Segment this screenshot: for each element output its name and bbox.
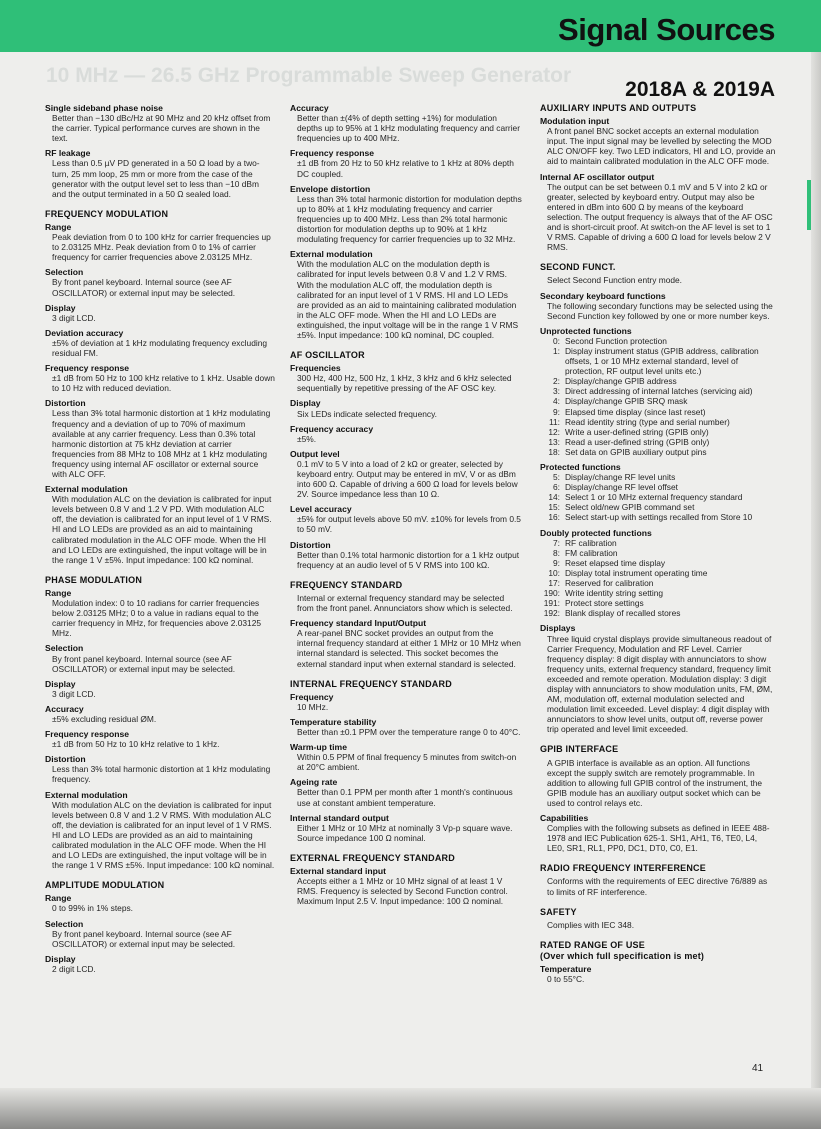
spec-title: External standard input <box>290 866 386 876</box>
spec-title: Secondary keyboard functions <box>540 290 666 301</box>
section-heading: RADIO FREQUENCY INTERFERENCE <box>540 863 706 874</box>
spec-title: Temperature <box>540 964 592 975</box>
function-number: 2: <box>553 376 560 387</box>
spec-title: Frequency response <box>290 148 375 159</box>
spec-body: The following secondary functions may be selected using the Second Function key followed by one or more number keys. <box>547 300 773 321</box>
section-heading: GPIB INTERFACE <box>540 744 619 755</box>
spec-body: With modulation ALC on the deviation is calibrated for input levels between 0.8 V and 1.2 V RMS. With modulation ALC off, the deviation is calibrated for an input level of 1 V RMS. HI and LO LEDs are provided as an aid to maintaining calibrated modulation in the ALC OFF mode. When the HI and LO LEDs are extinguished, the input voltage will be in the range 1 V RMS ±5%. Input impedance: 100 kΩ nominal. <box>52 799 275 871</box>
spec-body: Less than 3% total harmonic distortion at 1 kHz modulating frequency and a deviation of up to 70% of maximum available at any carrier frequency. Less than 0.3% total harmonic distortion at 75 kHz deviation at carrier frequencies from 88 MHz to 108 MHz at 1 kHz modulating frequency using internal AF oscillator or external source with ALC OFF. <box>52 408 271 479</box>
function-label: Display/change RF level units <box>565 472 676 483</box>
spec-item <box>290 504 522 534</box>
spec-body: Either 1 MHz or 10 MHz at nominally 3 Vp-p square wave. Source impedance 100 Ω nominal. <box>297 822 513 843</box>
spec-body: A rear-panel BNC socket provides an output from the internal frequency standard at either 1 MHz or 10 MHz when internal standard is selected. This socket becomes the external standard input when external standard is selected. <box>297 628 521 669</box>
spec-title: Output level <box>290 448 340 459</box>
spec-title: Level accuracy <box>290 504 352 515</box>
spec-body: 0 to 55°C. <box>547 974 585 985</box>
spec-body: Complies with the following subsets as defined in IEEE 488-1978 and IEC Publication 625-1. SH1, AH1, T6, TE0, L4, LE0, SR1, RL1, PP0, DC1, DT0, C0, E1. <box>547 823 770 854</box>
function-label: Write identity string setting <box>565 588 664 599</box>
function-number: 7: <box>553 537 560 548</box>
spec-title: Display <box>290 398 321 409</box>
spec-item <box>290 184 522 245</box>
spec-text <box>540 920 776 930</box>
spec-title: External modulation <box>290 249 373 260</box>
spec-item <box>540 623 776 734</box>
spec-item <box>45 222 275 262</box>
section-heading: AMPLITUDE MODULATION <box>45 880 165 891</box>
spec-body: ±5% of deviation at 1 kHz modulating frequency excluding residual FM. <box>52 337 268 358</box>
spec-item <box>290 866 522 906</box>
spec-title: Selection <box>45 267 84 278</box>
page-number: 41 <box>752 1063 764 1074</box>
spec-title: Accuracy <box>290 103 329 113</box>
spec-title: Display <box>45 953 76 964</box>
column-left <box>45 103 275 979</box>
spec-item <box>45 267 275 297</box>
function-number: 14: <box>548 492 560 503</box>
function-number: 192: <box>543 608 560 619</box>
function-row <box>540 427 776 437</box>
spec-title: Warm-up time <box>290 742 347 753</box>
spec-title: Temperature stability <box>290 716 377 727</box>
function-list <box>540 528 776 619</box>
spec-item <box>290 777 522 807</box>
spec-title: Frequency <box>290 691 334 702</box>
spec-body: ±5% for output levels above 50 mV. ±10% for levels from 0.5 to 50 mV. <box>297 514 521 535</box>
section-heading: INTERNAL FREQUENCY STANDARD <box>290 678 452 689</box>
function-row <box>540 558 776 568</box>
spec-item <box>45 588 275 638</box>
function-number: 5: <box>553 472 560 483</box>
spec-text <box>540 275 776 285</box>
spec-body: Select Second Function entry mode. <box>547 275 683 286</box>
spec-item <box>290 742 522 772</box>
section-heading: FREQUENCY MODULATION <box>45 208 169 219</box>
function-row <box>540 578 776 588</box>
spec-item <box>45 754 275 784</box>
spec-body: A GPIB interface is available as an option. All functions except the supply switch are remotely programmable. In addition to allowing full GPIB control of the instrument, the GPIB module has an auxiliary output socket which can be used to control relays etc. <box>547 757 763 808</box>
function-row <box>540 492 776 502</box>
spec-body: Better than 0.1 PPM per month after 1 month's continuous use at constant ambient temperature. <box>297 787 513 808</box>
spec-title: Range <box>45 893 72 904</box>
function-label: FM calibration <box>565 547 618 558</box>
function-number: 9: <box>553 557 560 568</box>
function-row <box>540 472 776 482</box>
spec-body: Six LEDs indicate selected frequency. <box>297 408 437 419</box>
spec-title: Distortion <box>290 539 331 550</box>
spec-item <box>45 363 275 393</box>
section-title: Signal Sources <box>558 12 775 47</box>
spec-item <box>45 398 275 479</box>
function-row <box>540 568 776 578</box>
function-label: Direct addressing of internal latches (servicing aid) <box>565 386 753 397</box>
function-label: Write a user-defined string (GPIB only) <box>565 426 709 437</box>
function-number: 6: <box>553 482 560 493</box>
spec-body: The output can be set between 0.1 mV and 5 V into 2 kΩ or greater, selected by keyboard entry. Output may also be entered in dBm into 600 Ω by means of the keyboard selection. The output frequency is always that of the AF OSC and is short-circuit proof. At switch-on the AF level is set to 1 V RMS. Capable of driving a 600 Ω load for levels below 2 V RMS. <box>547 181 773 253</box>
function-list <box>540 326 776 457</box>
section-heading: AF OSCILLATOR <box>290 350 365 361</box>
function-number: 18: <box>548 446 560 457</box>
spec-body: With modulation ALC on the deviation is calibrated for input levels between 0.8 V and 1.2 V PD. With modulation ALC off, the deviation is calibrated for an input level of 1 V RMS. HI and LO LEDs are provided as an aid to maintaining calibrated modulation in the ALC OFF mode. When the HI and LO LEDs are extinguished, the input voltage will be in the range 1 V ±5%. Input impedance: 100 kΩ nominal. <box>52 494 272 565</box>
spec-item <box>290 618 522 668</box>
spec-body: Within 0.5 PPM of final frequency 5 minutes from switch-on at 20°C ambient. <box>297 752 517 773</box>
spec-body: 2 digit LCD. <box>52 963 96 974</box>
spec-item <box>45 484 275 565</box>
function-label: Select start-up with settings recalled from Store 10 <box>565 512 753 523</box>
spec-title: Selection <box>45 918 84 929</box>
spec-item <box>290 717 522 737</box>
spec-title: Distortion <box>45 754 86 765</box>
spec-body: With the modulation ALC on the modulation depth is calibrated for input levels between 0.8 V and 1.2 V RMS. With the modulation ALC off, the modulation depth is calibrated for an input level of 1 V RMS. HI and LO LEDs are provided as an aid to maintaining calibrated modulation in the ALC OFF mode. When the HI and LO LEDs are extinguished, the input voltage will be in the range 1 V RMS ±5%. Input impedance: 100 kΩ nominal, DC coupled. <box>297 259 519 340</box>
function-number: 8: <box>553 547 560 558</box>
spec-body: ±1 dB from 20 Hz to 50 kHz relative to 1 kHz at 80% depth DC coupled. <box>297 158 514 179</box>
spec-item <box>45 643 275 673</box>
spec-body: ±1 dB from 50 Hz to 100 kHz relative to 1 kHz. Usable down to 10 Hz with reduced deviation. <box>52 373 275 394</box>
spec-item <box>45 790 275 871</box>
page-edge-shadow <box>811 52 821 1112</box>
spec-title: Range <box>45 587 72 598</box>
spec-item <box>45 729 275 749</box>
spec-body: Better than 0.1% total harmonic distortion for a 1 kHz output frequency at an audio level of 5 V RMS into 100 kΩ. <box>297 549 520 570</box>
spec-body: 0.1 mV to 5 V into a load of 2 kΩ or greater, selected by keyboard entry. Output may be entered in mV, V or as dBm into 600 Ω. Capable of driving a 600 Ω load for levels below 2V. Source impedance less than 10 Ω. <box>297 458 518 500</box>
spec-body: Accepts either a 1 MHz or 10 MHz signal of at least 1 V RMS. Frequency is selected by Second Function control. Maximum Input 2.5 V. Input impedance: 100 Ω nominal. <box>297 876 508 907</box>
spec-item <box>45 103 275 143</box>
column-middle <box>290 103 522 911</box>
section-heading: AUXILIARY INPUTS AND OUTPUTS <box>540 103 697 113</box>
spec-body: Less than 3% total harmonic distortion at 1 kHz modulating frequency. <box>52 764 271 785</box>
section-heading: PHASE MODULATION <box>45 574 143 585</box>
function-number: 190: <box>543 588 560 599</box>
spec-body: Three liquid crystal displays provide simultaneous readout of Carrier Frequency, Modulation and RF Level. Carrier frequency display: 8 digit display with annunciators to show frequency units, external frequency standard, frequency limit exceeded and remote operation. Modulation display: 3 digit display with annunciators to show modulation units, FM, ØM, AM, modulation off, external modulation selected and modulation limit exceeded. Level display: 4 digit display with annunciators to show level units, output off, reverse power trip operated and level limit exceeded. <box>547 633 773 735</box>
spec-item <box>290 148 522 178</box>
spec-body: Less than 0.5 µV PD generated in a 50 Ω load by a two-turn, 25 mm loop, 25 mm or more from the case of the generator with the output level set to less than −10 dBm and the output terminated in a 50 Ω sealed load. <box>52 158 260 199</box>
function-number: 0: <box>553 335 560 346</box>
spec-body: Better than −130 dBc/Hz at 90 MHz and 20 kHz offset from the carrier. Typical performance curves are shown in the text. <box>52 113 271 144</box>
spec-title: Frequencies <box>290 363 341 374</box>
function-label: Blank display of recalled stores <box>565 608 681 619</box>
spec-item <box>540 116 776 166</box>
function-row <box>540 512 776 522</box>
function-label: Read identity string (type and serial number) <box>565 416 730 427</box>
spec-body: Less than 3% total harmonic distortion for modulation depths up to 80% at 1 kHz modulating frequency and carrier frequencies up to 400 MHz. Less than 2% total harmonic distortion for modulation depths up to 90% at 1 kHz modulating frequency for carrier frequencies up to 32 MHz. <box>297 193 522 245</box>
section-heading: FREQUENCY STANDARD <box>290 579 403 590</box>
spec-item <box>540 172 776 253</box>
spec-item <box>290 449 522 499</box>
function-label: Display/change GPIB SRQ mask <box>565 396 688 407</box>
model-title: 2018A & 2019A <box>625 78 775 101</box>
spec-item <box>290 813 522 843</box>
spec-body: ±5%. <box>297 433 317 444</box>
function-row <box>540 346 776 376</box>
spec-text <box>290 593 522 613</box>
function-label: Set data on GPIB auxiliary output pins <box>565 446 707 457</box>
spec-body: ±5% excluding residual ØM. <box>52 713 157 724</box>
section-heading: SECOND FUNCT. <box>540 262 616 273</box>
spec-body: ±1 dB from 50 Hz to 10 kHz relative to 1 kHz. <box>52 739 220 750</box>
function-number: 15: <box>548 502 560 513</box>
spec-item <box>290 363 522 393</box>
function-list-title: Unprotected functions <box>540 325 632 336</box>
function-list-title: Doubly protected functions <box>540 527 652 538</box>
function-row <box>540 598 776 608</box>
spec-text <box>540 758 776 808</box>
spec-body: By front panel keyboard. Internal source (see AF OSCILLATOR) or external input may be selected. <box>52 277 236 298</box>
spec-title: Single sideband phase noise <box>45 103 163 113</box>
function-number: 12: <box>548 426 560 437</box>
function-row <box>540 447 776 457</box>
function-label: Display/change RF level offset <box>565 482 678 493</box>
spec-item <box>290 249 522 340</box>
spec-title: External modulation <box>45 789 128 800</box>
function-row <box>540 396 776 406</box>
spec-body: A front panel BNC socket accepts an external modulation input. The input signal may be levelled by selecting the MOD ALC ON/OFF key. Two LED indicators, HI and LO, provide an aid to maintain calibrated modulation in the ALC OFF mode. <box>547 126 776 167</box>
spec-title: Capabilities <box>540 813 589 823</box>
spec-body: Complies with IEC 348. <box>547 919 635 930</box>
function-label: RF calibration <box>565 537 617 548</box>
function-number: 9: <box>553 406 560 417</box>
function-list <box>540 462 776 523</box>
spec-body: 3 digit LCD. <box>52 688 96 699</box>
function-row <box>540 502 776 512</box>
section-heading: EXTERNAL FREQUENCY STANDARD <box>290 852 455 863</box>
spec-item <box>45 893 275 913</box>
spec-title: Ageing rate <box>290 777 338 788</box>
spec-title: Internal standard output <box>290 812 389 823</box>
spec-title: Internal AF oscillator output <box>540 171 655 182</box>
spec-item <box>45 303 275 323</box>
function-number: 1: <box>553 345 560 356</box>
spec-body: Modulation index: 0 to 10 radians for carrier frequencies below 2.03125 MHz; 0 to a value in radians equal to the carrier frequency in MHz, for frequencies above 2.03125 MHz. <box>52 598 262 639</box>
spec-title: Selection <box>45 643 84 654</box>
spec-item <box>45 919 275 949</box>
show-through-title: 10 MHz — 26.5 GHz Programmable Sweep Generator <box>46 64 572 87</box>
spec-text <box>540 876 776 896</box>
spec-body: By front panel keyboard. Internal source (see AF OSCILLATOR) or external input may be selected. <box>52 653 236 674</box>
spec-title: Deviation accuracy <box>45 327 124 338</box>
spec-item <box>540 813 776 853</box>
function-label: Display instrument status (GPIB address, calibration offsets, 1 or 10 MHz external standard, level of protection, RF output level units etc.) <box>565 345 759 377</box>
function-number: 11: <box>548 416 560 427</box>
spec-body: Conforms with the requirements of EEC directive 76/889 as to limits of RF interference. <box>547 876 768 897</box>
function-label: Second Function protection <box>565 335 667 346</box>
spec-title: Displays <box>540 623 576 634</box>
function-number: 17: <box>548 578 560 589</box>
spec-body: 300 Hz, 400 Hz, 500 Hz, 1 kHz, 3 kHz and 6 kHz selected sequentially by repetitive pressing of the AF OSC key. <box>297 373 512 394</box>
function-row <box>540 376 776 386</box>
spec-item <box>290 103 522 143</box>
function-row <box>540 407 776 417</box>
function-label: Display total instrument operating time <box>565 567 708 578</box>
spec-item <box>290 424 522 444</box>
section-heading: SAFETY <box>540 906 577 917</box>
column-right <box>540 103 776 989</box>
function-number: 10: <box>548 567 560 578</box>
spec-body: By front panel keyboard. Internal source (see AF OSCILLATOR) or external input may be selected. <box>52 928 236 949</box>
spec-item <box>290 540 522 570</box>
function-number: 4: <box>553 396 560 407</box>
function-number: 191: <box>543 598 560 609</box>
spec-body: Internal or external frequency standard may be selected from the front panel. Annunciators show which is selected. <box>297 592 513 614</box>
spec-title: Frequency standard Input/Output <box>290 618 427 629</box>
function-row <box>540 548 776 558</box>
page-bottom-shadow <box>0 1088 821 1129</box>
spec-body: Better than ±0.1 PPM over the temperature range 0 to 40°C. <box>297 726 521 737</box>
function-row <box>540 538 776 548</box>
function-label: Select 1 or 10 MHz external frequency standard <box>565 492 743 503</box>
spec-body: Peak deviation from 0 to 100 kHz for carrier frequencies up to 2.03125 MHz. Peak deviation from 0 to 1% of carrier frequency for carrier frequencies above 2.03125 MHz. <box>52 232 271 263</box>
spec-title: Distortion <box>45 398 86 409</box>
function-label: Reset elapsed time display <box>565 557 666 568</box>
function-row <box>540 386 776 396</box>
spec-item <box>45 679 275 699</box>
function-number: 13: <box>548 436 560 447</box>
spec-item <box>290 398 522 418</box>
section-heading: RATED RANGE OF USE <box>540 939 645 950</box>
spec-title: Accuracy <box>45 703 84 714</box>
spec-body: 3 digit LCD. <box>52 312 96 323</box>
spec-title: Frequency response <box>45 729 130 740</box>
spec-title: Range <box>45 221 72 232</box>
function-label: Elapsed time display (since last reset) <box>565 406 706 417</box>
function-list-title: Protected functions <box>540 462 621 472</box>
spec-item <box>45 954 275 974</box>
function-label: Select old/new GPIB command set <box>565 502 695 513</box>
spec-body: Better than ±(4% of depth setting +1%) for modulation depths up to 95% at 1 kHz modulating frequency and carrier frequencies up to 400 MHz. <box>297 113 520 144</box>
spec-title: Frequency response <box>45 363 130 374</box>
function-number: 3: <box>553 386 560 397</box>
function-number: 16: <box>548 512 560 523</box>
function-label: Protect store settings <box>565 598 644 609</box>
spec-title: Frequency accuracy <box>290 423 374 434</box>
spec-item <box>540 291 776 321</box>
spec-title: Display <box>45 302 76 313</box>
function-row <box>540 482 776 492</box>
function-label: Display/change GPIB address <box>565 376 677 387</box>
function-row <box>540 588 776 598</box>
spec-title: Display <box>45 678 76 689</box>
function-row <box>540 417 776 427</box>
function-row <box>540 608 776 618</box>
spec-item <box>45 328 275 358</box>
spec-item <box>290 692 522 712</box>
spec-item <box>540 964 776 984</box>
function-row <box>540 336 776 346</box>
section-subheading: (Over which full specification is met) <box>540 950 705 961</box>
spec-body: 0 to 99% in 1% steps. <box>52 903 134 914</box>
spec-title: Modulation input <box>540 116 610 127</box>
function-row <box>540 437 776 447</box>
function-label: Reserved for calibration <box>565 578 654 589</box>
function-label: Read a user-defined string (GPIB only) <box>565 436 710 447</box>
spec-body: 10 MHz. <box>297 701 329 712</box>
spec-title: RF leakage <box>45 148 91 159</box>
spec-item <box>45 704 275 724</box>
spec-title: External modulation <box>45 484 128 495</box>
spec-title: Envelope distortion <box>290 183 371 194</box>
spec-item <box>45 148 275 198</box>
